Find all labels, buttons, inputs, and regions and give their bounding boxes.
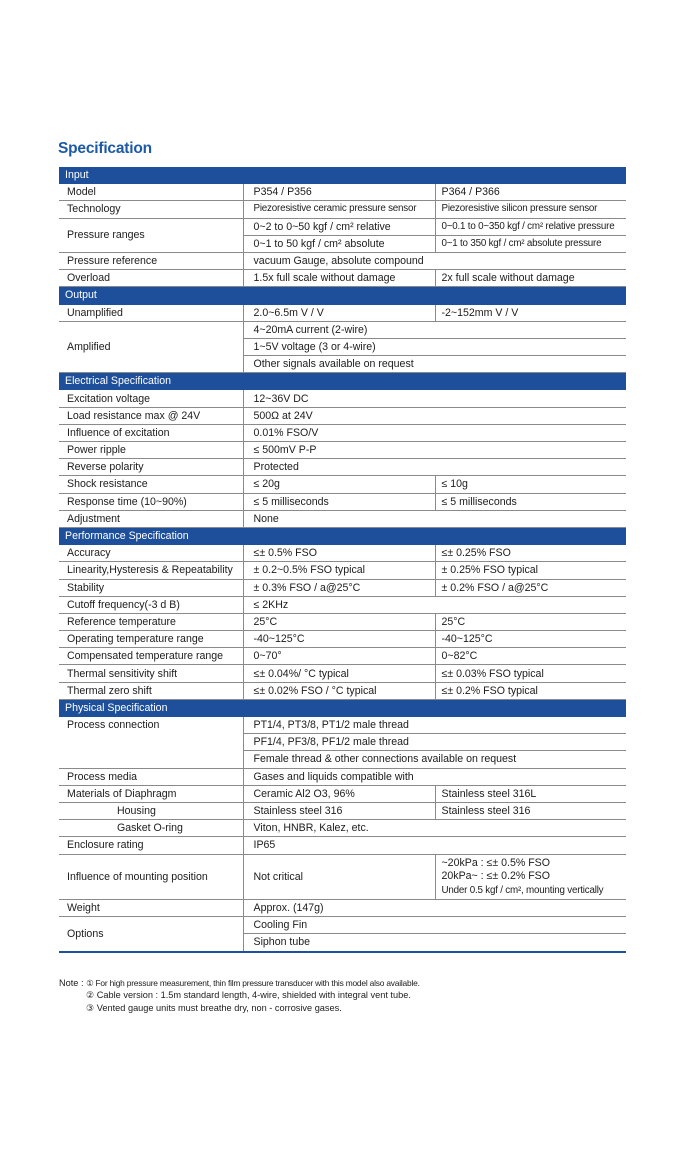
note-item: ③ Vented gauge units must breathe dry, non - corrosive gases.	[86, 1002, 342, 1013]
spec-value: 25°C	[435, 613, 626, 630]
spec-value: Siphon tube	[243, 934, 626, 952]
spec-value: 1.5x full scale without damage	[243, 270, 435, 287]
spec-value: P364 / P366	[435, 184, 626, 201]
spec-value: Approx. (147g)	[243, 900, 626, 917]
table-row	[59, 201, 626, 218]
table-row	[59, 321, 626, 338]
spec-line: 20kPa~ : ≤± 0.2% FSO	[441, 870, 550, 882]
specification-table	[59, 167, 626, 953]
table-row	[59, 442, 626, 459]
spec-value: PF1/4, PF3/8, PF1/2 male thread	[243, 734, 626, 751]
table-row	[59, 900, 626, 917]
section-header-input	[59, 167, 626, 184]
spec-value: 0~70°	[243, 648, 435, 665]
notes-prefix: Note :	[59, 978, 87, 988]
spec-value-multiline	[435, 854, 626, 900]
spec-value: ≤± 0.03% FSO typical	[435, 665, 626, 682]
note-item: ① For high pressure measurement, thin film pressure transducer with this model also available.	[86, 978, 420, 988]
spec-label: Compensated temperature range	[59, 648, 243, 665]
spec-value: P354 / P356	[243, 184, 435, 201]
table-row	[59, 184, 626, 201]
spec-value: IP65	[243, 837, 626, 854]
spec-value: ± 0.2~0.5% FSO typical	[243, 562, 435, 579]
spec-value: ≤ 500mV P-P	[243, 442, 626, 459]
spec-value: ≤± 0.02% FSO / °C typical	[243, 682, 435, 699]
note-item: ② Cable version : 1.5m standard length, 4-wire, shielded with integral vent tube.	[86, 990, 411, 1001]
spec-label: Materials of Diaphragm	[59, 785, 243, 802]
spec-value: None	[243, 510, 626, 527]
spec-value: 0.01% FSO/V	[243, 424, 626, 441]
spec-label: Thermal sensitivity shift	[59, 665, 243, 682]
table-row	[59, 493, 626, 510]
spec-label: Housing	[59, 802, 243, 819]
spec-label: Load resistance max @ 24V	[59, 407, 243, 424]
spec-value: ± 0.25% FSO typical	[435, 562, 626, 579]
section-title: Input	[59, 167, 626, 184]
section-header-performance	[59, 527, 626, 544]
spec-label: Operating temperature range	[59, 631, 243, 648]
spec-label: Reverse polarity	[59, 459, 243, 476]
section-title: Electrical Specification	[59, 373, 626, 390]
table-row	[59, 510, 626, 527]
spec-value: 500Ω at 24V	[243, 407, 626, 424]
spec-value: Not critical	[243, 854, 435, 900]
table-row	[59, 837, 626, 854]
section-header-physical	[59, 699, 626, 716]
spec-label: Response time (10~90%)	[59, 493, 243, 510]
spec-label: Adjustment	[59, 510, 243, 527]
spec-value: Other signals available on request	[243, 356, 626, 373]
spec-value: Viton, HNBR, Kalez, etc.	[243, 820, 626, 837]
spec-value: ≤ 2KHz	[243, 596, 626, 613]
spec-label: Influence of excitation	[59, 424, 243, 441]
spec-value: 0~1 to 350 kgf / cm² absolute pressure	[435, 235, 626, 252]
table-row	[59, 579, 626, 596]
spec-value: 0~0.1 to 0~350 kgf / cm² relative pressure	[435, 218, 626, 235]
notes	[59, 977, 420, 1014]
section-header-output	[59, 287, 626, 304]
spec-value: Piezoresistive silicon pressure sensor	[435, 201, 626, 218]
spec-value: Gases and liquids compatible with	[243, 768, 626, 785]
table-row	[59, 407, 626, 424]
table-row	[59, 682, 626, 699]
spec-label: Pressure ranges	[59, 218, 243, 252]
table-row	[59, 631, 626, 648]
table-row	[59, 648, 626, 665]
table-row	[59, 802, 626, 819]
spec-label: Model	[59, 184, 243, 201]
spec-value: ≤± 0.2% FSO typical	[435, 682, 626, 699]
spec-value: Piezoresistive ceramic pressure sensor	[243, 201, 435, 218]
table-row	[59, 717, 626, 734]
spec-label: Stability	[59, 579, 243, 596]
section-title: Performance Specification	[59, 527, 626, 544]
table-row	[59, 613, 626, 630]
spec-label: Excitation voltage	[59, 390, 243, 407]
table-row	[59, 854, 626, 900]
table-row	[59, 424, 626, 441]
table-row	[59, 768, 626, 785]
spec-value: 2x full scale without damage	[435, 270, 626, 287]
table-row	[59, 304, 626, 321]
spec-value: ≤ 10g	[435, 476, 626, 493]
spec-label: Enclosure rating	[59, 837, 243, 854]
spec-value: -40~125°C	[435, 631, 626, 648]
spec-value: Female thread & other connections available on request	[243, 751, 626, 768]
spec-label: Gasket O-ring	[59, 820, 243, 837]
spec-value: 0~82°C	[435, 648, 626, 665]
spec-value: vacuum Gauge, absolute compound	[243, 252, 626, 269]
spec-value: -40~125°C	[243, 631, 435, 648]
spec-label: Technology	[59, 201, 243, 218]
spec-value: PT1/4, PT3/8, PT1/2 male thread	[243, 717, 626, 734]
spec-label: Process media	[59, 768, 243, 785]
spec-label: Amplified	[59, 321, 243, 373]
table-row	[59, 218, 626, 235]
spec-label: Overload	[59, 270, 243, 287]
spec-value: ≤± 0.5% FSO	[243, 545, 435, 562]
spec-label: Accuracy	[59, 545, 243, 562]
spec-value: 12~36V DC	[243, 390, 626, 407]
table-row	[59, 390, 626, 407]
table-row	[59, 562, 626, 579]
table-row	[59, 270, 626, 287]
spec-value: Stainless steel 316	[243, 802, 435, 819]
table-row	[59, 252, 626, 269]
spec-line: ~20kPa : ≤± 0.5% FSO	[441, 856, 550, 869]
spec-label: Weight	[59, 900, 243, 917]
spec-value: Cooling Fin	[243, 917, 626, 934]
spec-value: 2.0~6.5m V / V	[243, 304, 435, 321]
table-row	[59, 596, 626, 613]
spec-value: 1~5V voltage (3 or 4-wire)	[243, 338, 626, 355]
table-row	[59, 820, 626, 837]
table-row	[59, 917, 626, 934]
table-row	[59, 545, 626, 562]
spec-value: 25°C	[243, 613, 435, 630]
section-title: Physical Specification	[59, 699, 626, 716]
spec-value: ≤ 5 milliseconds	[243, 493, 435, 510]
spec-label: Pressure reference	[59, 252, 243, 269]
section-header-electrical	[59, 373, 626, 390]
spec-value: 4~20mA current (2-wire)	[243, 321, 626, 338]
page-title: Specification	[58, 140, 152, 157]
spec-value: ≤ 5 milliseconds	[435, 493, 626, 510]
spec-value: ≤± 0.25% FSO	[435, 545, 626, 562]
table-row	[59, 476, 626, 493]
spec-label: Power ripple	[59, 442, 243, 459]
spec-label: Options	[59, 917, 243, 952]
spec-value: ≤± 0.04%/ °C typical	[243, 665, 435, 682]
spec-value: ± 0.3% FSO / a@25°C	[243, 579, 435, 596]
spec-value: 0~1 to 50 kgf / cm² absolute	[243, 235, 435, 252]
spec-line: Under 0.5 kgf / cm², mounting vertically	[441, 884, 604, 896]
spec-label: Cutoff frequency(-3 d B)	[59, 596, 243, 613]
spec-label: Thermal zero shift	[59, 682, 243, 699]
spec-value: Ceramic Al2 O3, 96%	[243, 785, 435, 802]
spec-label: Influence of mounting position	[59, 854, 243, 900]
spec-value: ≤ 20g	[243, 476, 435, 493]
spec-value: Stainless steel 316	[435, 802, 626, 819]
spec-value: 0~2 to 0~50 kgf / cm² relative	[243, 218, 435, 235]
spec-label: Process connection	[59, 717, 243, 769]
spec-label: Reference temperature	[59, 613, 243, 630]
section-title: Output	[59, 287, 626, 304]
table-row	[59, 785, 626, 802]
spec-value: Protected	[243, 459, 626, 476]
spec-label: Linearity,Hysteresis & Repeatability	[59, 562, 243, 579]
table-row	[59, 459, 626, 476]
spec-value: Stainless steel 316L	[435, 785, 626, 802]
spec-label: Shock resistance	[59, 476, 243, 493]
spec-value: -2~152mm V / V	[435, 304, 626, 321]
spec-value: ± 0.2% FSO / a@25°C	[435, 579, 626, 596]
table-row	[59, 665, 626, 682]
spec-label: Unamplified	[59, 304, 243, 321]
